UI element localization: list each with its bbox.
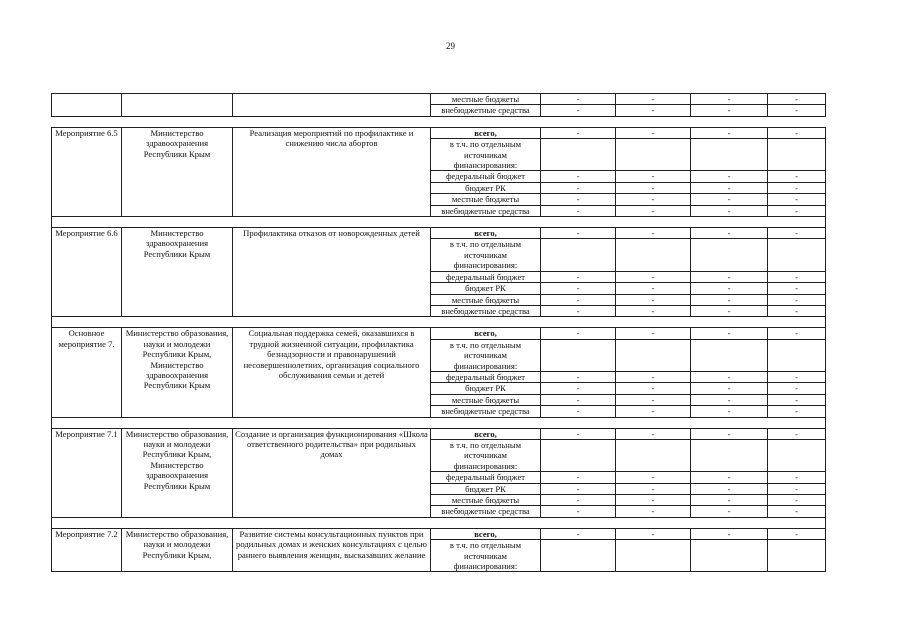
executor-cell: Министерство образования, науки и молодежи Республики Крым, <box>122 528 233 572</box>
funding-source-cell: внебюджетные средства <box>431 305 541 316</box>
value-cell: - <box>691 472 768 483</box>
funding-source-cell: бюджет РК <box>431 383 541 394</box>
value-cell: - <box>768 483 826 494</box>
measure-id-cell: Мероприятие 6.5 <box>52 127 122 216</box>
measure-name-cell: Реализация мероприятий по профилактике и снижению числа абортов <box>233 127 431 216</box>
value-cell: - <box>616 483 691 494</box>
funding-source-cell: внебюджетные средства <box>431 105 541 116</box>
funding-source-cell: местные бюджеты <box>431 94 541 105</box>
executor-cell: Министерство здравоохранения Республики Крым <box>122 127 233 216</box>
value-cell <box>541 139 616 171</box>
value-cell: - <box>541 506 616 517</box>
value-cell: - <box>616 94 691 105</box>
measure-id-cell: Мероприятие 7.2 <box>52 528 122 572</box>
value-cell: - <box>768 305 826 316</box>
value-cell: - <box>616 127 691 138</box>
funding-source-cell: всего, <box>431 127 541 138</box>
funding-source-cell: федеральный бюджет <box>431 171 541 182</box>
value-cell <box>691 540 768 572</box>
funding-source-cell: в т.ч. по отдельным источникам финансирования: <box>431 239 541 271</box>
funding-source-cell: федеральный бюджет <box>431 472 541 483</box>
value-cell: - <box>691 428 768 439</box>
funding-source-cell: всего, <box>431 528 541 539</box>
value-cell: - <box>541 495 616 506</box>
value-cell: - <box>768 383 826 394</box>
value-cell <box>541 540 616 572</box>
page-number: 29 <box>446 41 455 51</box>
value-cell: - <box>768 394 826 405</box>
value-cell: - <box>691 483 768 494</box>
value-cell <box>616 139 691 171</box>
value-cell: - <box>541 271 616 282</box>
value-cell: - <box>768 127 826 138</box>
value-cell: - <box>691 371 768 382</box>
spacer-row <box>52 417 826 428</box>
funding-source-cell: бюджет РК <box>431 182 541 193</box>
measure-name-cell <box>233 94 431 117</box>
value-cell: - <box>616 182 691 193</box>
value-cell <box>768 239 826 271</box>
value-cell <box>768 439 826 471</box>
value-cell: - <box>616 271 691 282</box>
measure-name-cell: Развитие системы консультационных пунктов при родильных домах и женских консультациях с целью раннего выявления женщин, высказавших желание <box>233 528 431 572</box>
value-cell: - <box>768 371 826 382</box>
value-cell: - <box>691 283 768 294</box>
funding-source-cell: бюджет РК <box>431 483 541 494</box>
value-cell: - <box>616 472 691 483</box>
value-cell: - <box>768 105 826 116</box>
value-cell: - <box>768 194 826 205</box>
value-cell: - <box>616 406 691 417</box>
value-cell: - <box>541 94 616 105</box>
value-cell: - <box>691 495 768 506</box>
value-cell: - <box>691 271 768 282</box>
spacer-row <box>52 517 826 528</box>
funding-source-cell: федеральный бюджет <box>431 271 541 282</box>
funding-source-cell: всего, <box>431 328 541 339</box>
value-cell: - <box>616 383 691 394</box>
value-cell <box>691 139 768 171</box>
value-cell <box>616 239 691 271</box>
table-row <box>52 528 826 539</box>
value-cell: - <box>541 406 616 417</box>
value-cell: - <box>768 328 826 339</box>
value-cell: - <box>616 294 691 305</box>
funding-source-cell: в т.ч. по отдельным источникам финансирования: <box>431 540 541 572</box>
measure-name-cell: Профилактика отказов от новорожденных детей <box>233 228 431 317</box>
value-cell: - <box>768 406 826 417</box>
value-cell: - <box>691 394 768 405</box>
value-cell: - <box>541 127 616 138</box>
value-cell <box>541 339 616 371</box>
value-cell <box>691 239 768 271</box>
value-cell <box>691 339 768 371</box>
value-cell <box>691 439 768 471</box>
value-cell: - <box>541 228 616 239</box>
value-cell: - <box>541 171 616 182</box>
funding-source-cell: федеральный бюджет <box>431 371 541 382</box>
value-cell: - <box>616 205 691 216</box>
value-cell: - <box>768 228 826 239</box>
value-cell <box>616 339 691 371</box>
spacer-row <box>52 217 826 228</box>
value-cell: - <box>616 283 691 294</box>
value-cell: - <box>541 105 616 116</box>
measure-id-cell: Основное мероприятие 7. <box>52 328 122 417</box>
table-row <box>52 228 826 239</box>
funding-source-cell: в т.ч. по отдельным источникам финансирования: <box>431 139 541 171</box>
value-cell <box>616 540 691 572</box>
value-cell: - <box>541 528 616 539</box>
value-cell: - <box>616 328 691 339</box>
value-cell: - <box>691 171 768 182</box>
value-cell: - <box>691 305 768 316</box>
value-cell: - <box>768 171 826 182</box>
value-cell: - <box>768 506 826 517</box>
executor-cell: Министерство образования, науки и молодежи Республики Крым, Министерство здравоохранения Республики Крым <box>122 328 233 417</box>
value-cell: - <box>691 182 768 193</box>
funding-source-cell: местные бюджеты <box>431 294 541 305</box>
spacer-row <box>52 116 826 127</box>
value-cell: - <box>541 483 616 494</box>
value-cell: - <box>616 171 691 182</box>
value-cell: - <box>541 294 616 305</box>
value-cell: - <box>768 271 826 282</box>
value-cell: - <box>691 528 768 539</box>
value-cell: - <box>768 495 826 506</box>
spacer-cell <box>52 317 826 328</box>
value-cell: - <box>768 428 826 439</box>
value-cell: - <box>768 182 826 193</box>
value-cell: - <box>691 228 768 239</box>
spacer-cell <box>52 217 826 228</box>
table-row <box>52 328 826 339</box>
value-cell: - <box>541 371 616 382</box>
funding-table <box>51 93 826 572</box>
value-cell: - <box>616 495 691 506</box>
value-cell: - <box>616 105 691 116</box>
executor-cell <box>122 94 233 117</box>
funding-source-cell: в т.ч. по отдельным источникам финансирования: <box>431 339 541 371</box>
measure-id-cell: Мероприятие 6.6 <box>52 228 122 317</box>
value-cell: - <box>616 428 691 439</box>
measure-name-cell: Социальная поддержка семей, оказавшихся в трудной жизненной ситуации, профилактика безнадзорности и правонарушений несовершеннолетних, организация социального обслуживания семьи и детей <box>233 328 431 417</box>
value-cell: - <box>541 283 616 294</box>
value-cell: - <box>541 305 616 316</box>
spacer-cell <box>52 116 826 127</box>
funding-source-cell: местные бюджеты <box>431 194 541 205</box>
value-cell: - <box>768 94 826 105</box>
measure-name-cell: Создание и организация функционирования «Школа ответственного родительства» при родильных домах <box>233 428 431 517</box>
table-row <box>52 127 826 138</box>
value-cell: - <box>541 182 616 193</box>
spacer-cell <box>52 517 826 528</box>
value-cell <box>616 439 691 471</box>
value-cell <box>768 540 826 572</box>
value-cell: - <box>768 528 826 539</box>
value-cell: - <box>768 283 826 294</box>
value-cell: - <box>541 472 616 483</box>
executor-cell: Министерство здравоохранения Республики Крым <box>122 228 233 317</box>
value-cell: - <box>541 205 616 216</box>
value-cell: - <box>691 127 768 138</box>
measure-id-cell <box>52 94 122 117</box>
value-cell: - <box>768 294 826 305</box>
value-cell: - <box>616 194 691 205</box>
funding-source-cell: всего, <box>431 228 541 239</box>
value-cell: - <box>691 383 768 394</box>
value-cell: - <box>616 305 691 316</box>
value-cell: - <box>541 328 616 339</box>
value-cell: - <box>541 394 616 405</box>
value-cell <box>768 139 826 171</box>
funding-source-cell: внебюджетные средства <box>431 205 541 216</box>
value-cell: - <box>768 205 826 216</box>
value-cell: - <box>691 294 768 305</box>
value-cell: - <box>691 406 768 417</box>
funding-source-cell: внебюджетные средства <box>431 506 541 517</box>
funding-source-cell: местные бюджеты <box>431 394 541 405</box>
funding-source-cell: бюджет РК <box>431 283 541 294</box>
value-cell: - <box>691 105 768 116</box>
value-cell: - <box>616 228 691 239</box>
value-cell: - <box>541 428 616 439</box>
value-cell <box>768 339 826 371</box>
value-cell: - <box>691 506 768 517</box>
executor-cell: Министерство образования, науки и молодежи Республики Крым, Министерство здравоохранения Республики Крым <box>122 428 233 517</box>
value-cell <box>541 439 616 471</box>
table-row <box>52 428 826 439</box>
spacer-cell <box>52 417 826 428</box>
value-cell: - <box>691 328 768 339</box>
funding-source-cell: местные бюджеты <box>431 495 541 506</box>
value-cell: - <box>616 371 691 382</box>
table-row <box>52 94 826 105</box>
funding-source-cell: внебюджетные средства <box>431 406 541 417</box>
spacer-row <box>52 317 826 328</box>
value-cell: - <box>616 528 691 539</box>
value-cell: - <box>691 94 768 105</box>
value-cell: - <box>691 205 768 216</box>
value-cell: - <box>768 472 826 483</box>
funding-source-cell: всего, <box>431 428 541 439</box>
measure-id-cell: Мероприятие 7.1 <box>52 428 122 517</box>
value-cell: - <box>541 383 616 394</box>
value-cell: - <box>616 394 691 405</box>
value-cell <box>541 239 616 271</box>
value-cell: - <box>691 194 768 205</box>
value-cell: - <box>616 506 691 517</box>
value-cell: - <box>541 194 616 205</box>
funding-source-cell: в т.ч. по отдельным источникам финансирования: <box>431 439 541 471</box>
